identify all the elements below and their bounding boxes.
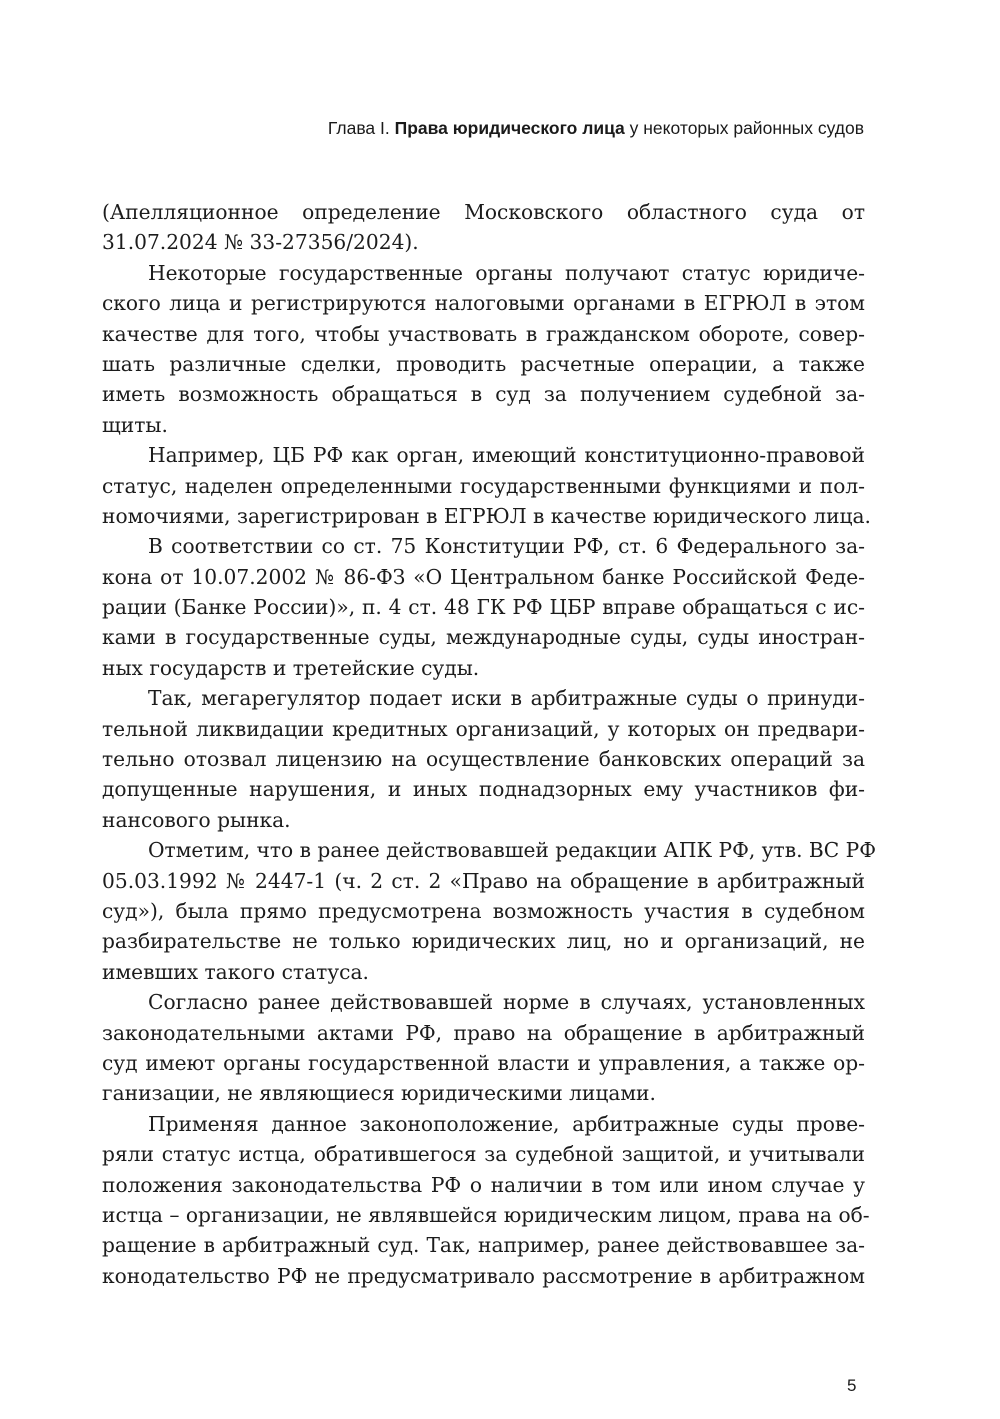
text-line: законодательными актами РФ, право на обращение в арбитражный xyxy=(102,1020,865,1045)
text-line: Отметим, что в ранее действовавшей редакции АПК РФ, утв. ВС РФ xyxy=(148,838,876,863)
text-line: допущенные нарушения, и иных поднадзорных ему участников фи- xyxy=(102,777,865,802)
text-line: имевших такого статуса. xyxy=(102,959,369,984)
text-line: 05.03.1992 № 2447-1 (ч. 2 ст. 2 «Право на обращение в арбитражный xyxy=(102,868,865,893)
text-line: статус, наделен определенными государственными функциями и пол- xyxy=(102,473,865,498)
text-line: нансового рынка. xyxy=(102,807,291,832)
page-number: 5 xyxy=(847,1376,857,1395)
running-header xyxy=(328,118,864,139)
text-line: Например, ЦБ РФ как орган, имеющий конституционно-правовой xyxy=(148,443,865,468)
text-line: (Апелляционное определение Московского областного суда от xyxy=(102,200,865,224)
text-line: номочиями, зарегистрирован в ЕГРЮЛ в качестве юридического лица. xyxy=(102,503,871,528)
header-suffix: у некоторых районных судов xyxy=(624,118,864,138)
text-line: кона от 10.07.2002 № 86-ФЗ «О Центральном банке Российской Феде- xyxy=(102,564,865,589)
text-line: Применяя данное законоположение, арбитражные суды прове- xyxy=(148,1111,865,1136)
text-line: щиты. xyxy=(102,412,168,437)
text-line: ского лица и регистрируются налоговыми органами в ЕГРЮЛ в этом xyxy=(102,291,865,316)
text-line: шать различные сделки, проводить расчетные операции, а также xyxy=(102,351,865,376)
header-bold-title: Права юридического лица xyxy=(394,118,625,138)
body-text xyxy=(102,197,876,1291)
text-line: положения законодательства РФ о наличии в том или ином случае у xyxy=(102,1172,865,1197)
text-line: тельной ликвидации кредитных организаций, у которых он предвари- xyxy=(102,716,865,741)
text-line: ганизации, не являющиеся юридическими лицами. xyxy=(102,1081,656,1106)
text-line: качестве для того, чтобы участвовать в гражданском обороте, совер- xyxy=(102,321,865,346)
text-line: рации (Банке России)», п. 4 ст. 48 ГК РФ ЦБР вправе обращаться с ис- xyxy=(102,595,865,620)
text-line: Согласно ранее действовавшей норме в случаях, установленных xyxy=(148,990,865,1015)
text-line: Так, мегарегулятор подает иски в арбитражные суды о принуди- xyxy=(148,686,865,711)
text-line: ками в государственные суды, международные суды, суды иностран- xyxy=(102,625,865,650)
text-line: ряли статус истца, обратившегося за судебной защитой, и учитывали xyxy=(102,1142,865,1167)
text-line: суд»), была прямо предусмотрена возможность участия в судебном xyxy=(102,898,865,923)
text-line: 31.07.2024 № 33-27356/2024). xyxy=(102,230,419,255)
text-line: суд имеют органы государственной власти и управления, а также ор- xyxy=(102,1050,865,1075)
text-line: тельно отозвал лицензию на осуществление банковских операций за xyxy=(102,747,865,772)
header-prefix: Глава I. xyxy=(327,118,395,138)
text-line: иметь возможность обращаться в суд за получением судебной за- xyxy=(102,382,865,407)
text-line: истца – организации, не являвшейся юридическим лицом, права на об- xyxy=(102,1202,870,1227)
text-line: В соответствии со ст. 75 Конституции РФ, ст. 6 Федерального за- xyxy=(148,534,865,559)
text-line: ных государств и третейские суды. xyxy=(102,655,480,680)
text-line: ращение в арбитражный суд. Так, например, ранее действовавшее за- xyxy=(102,1233,865,1258)
text-line: Некоторые государственные органы получают статус юридиче- xyxy=(148,260,865,285)
text-line: конодательство РФ не предусматривало рассмотрение в арбитражном xyxy=(102,1263,865,1288)
text-line: разбирательстве не только юридических лиц, но и организаций, не xyxy=(102,929,865,954)
